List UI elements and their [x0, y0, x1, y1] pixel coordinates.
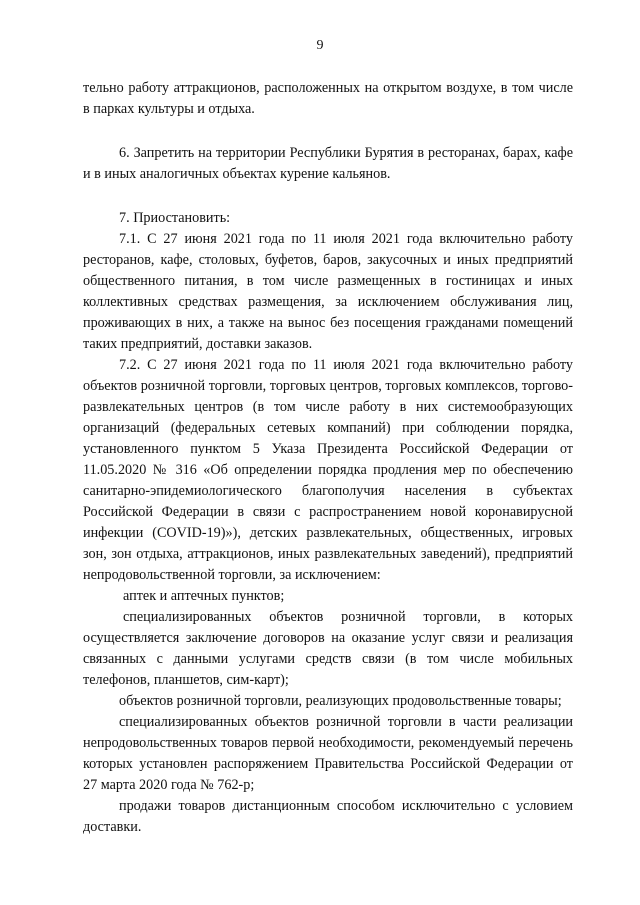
- paragraph-item-6: 6. Запретить на территории Республики Бурятия в ресторанах, барах, кафе и в иных аналогичных объектах курение кальянов.: [83, 145, 573, 182]
- exception-food-retail: объектов розничной торговли, реализующих продовольственные товары;: [119, 693, 562, 709]
- exception-communication-stores: специализированных объектов розничной торговли, в которых осуществляется заключение договоров на оказание услуг связи и реализация связанных с данными услугами средств связи (в том числе мобильных телефонов, планшетов, сим-карт);: [83, 609, 573, 688]
- exception-pharmacies: аптек и аптечных пунктов;: [123, 588, 285, 604]
- paragraph-item-7: 7. Приостановить:: [119, 210, 231, 226]
- page-number: 9: [316, 38, 324, 53]
- exception-essential-goods: специализированных объектов розничной торговли в части реализации непродовольственных товаров первой необходимости, рекомендуемый перечень которых установлен распоряжением Правительства Российской Федерации от 27 марта 2020 года № 762-р;: [83, 714, 573, 793]
- paragraph-item-7-1: 7.1. С 27 июня 2021 года по 11 июля 2021 года включительно работу ресторанов, кафе, столовых, буфетов, баров, закусочных и иных предприятий общественного питания, в том числе размещенных в гостиницах и иных коллективных средствах размещения, за исключением обслуживания лиц, проживающих в них, а также на вынос без посещения гражданами помещений таких предприятий, доставки заказов.: [83, 231, 573, 352]
- exception-remote-sales: продажи товаров дистанционным способом исключительно с условием доставки.: [83, 798, 573, 835]
- paragraph-continuation: тельно работу аттракционов, расположенных на открытом воздухе, в том числе в парках культуры и отдыха.: [83, 80, 573, 117]
- document-body: [83, 78, 573, 838]
- paragraph-item-7-2: 7.2. С 27 июня 2021 года по 11 июля 2021 года включительно работу объектов розничной торговли, торговых центров, торговых комплексов, торгово-развлекательных центров (в том числе работу в них системообразующих организаций (федеральных сетевых компаний) при соблюдении порядка, установленного пунктом 5 Указа Президента Российской Федерации от 11.05.2020 № 316 «Об определении порядка продления мер по обеспечению санитарно-эпидемиологического благополучия населения в субъектах Российской Федерации в связи с распространением новой коронавирусной инфекции (COVID-19)»), детских развлекательных, общественных, игровых зон, зон отдыха, аттракционов, иных развлекательных заведений), предприятий непродовольственной торговли, за исключением:: [83, 357, 573, 583]
